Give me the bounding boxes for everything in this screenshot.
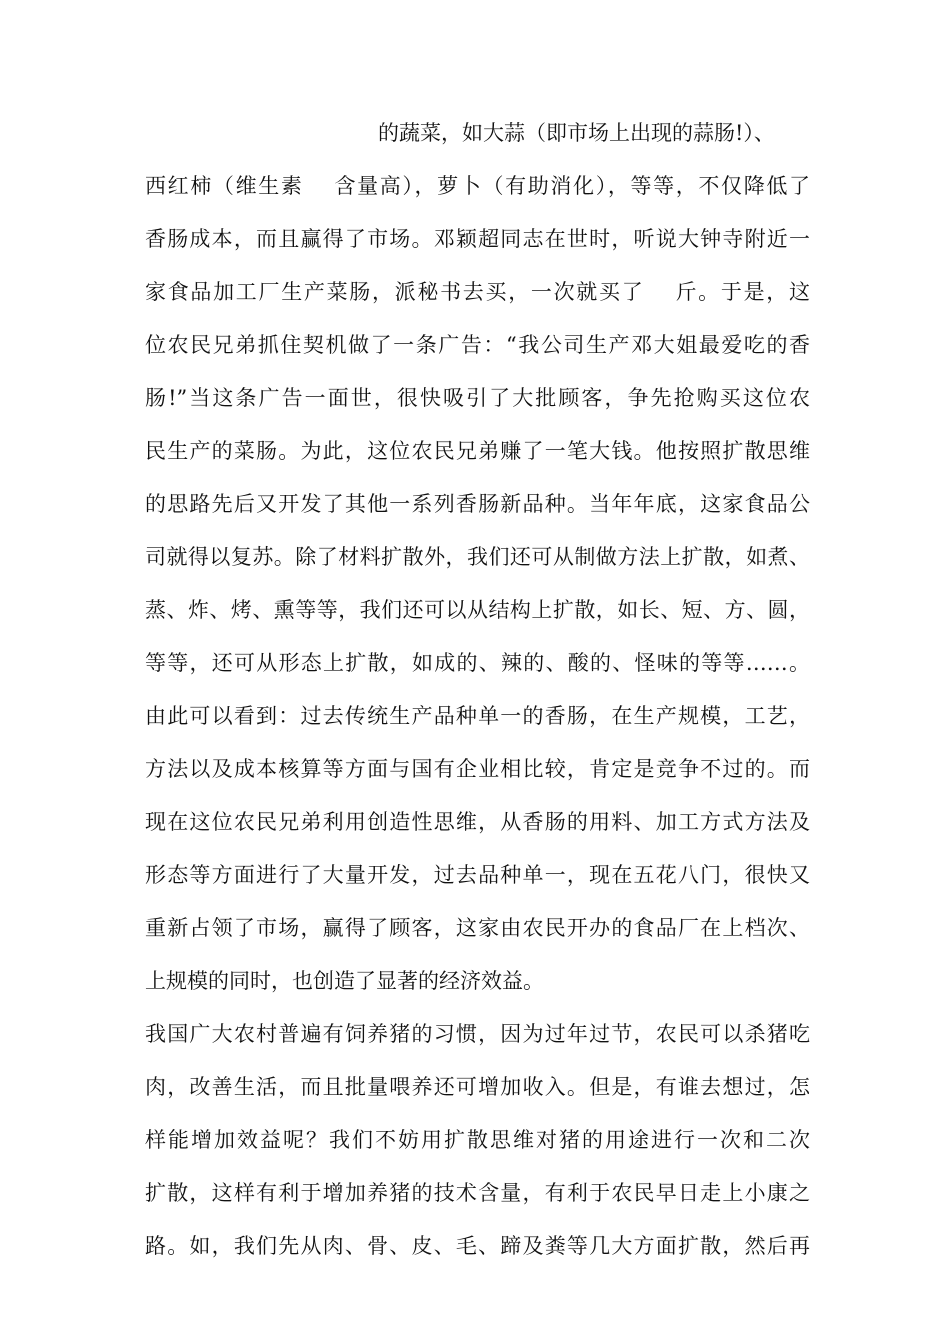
text-line: 的思路先后又开发了其他一系列香肠新品种。当年年底，这家食品公 (145, 492, 810, 516)
text-line: 的蔬菜，如大蒜（即市场上出现的蒜肠!）、 (378, 121, 775, 145)
text-line: 等等，还可从形态上扩散，如成的、辣的、酸的、怪味的等等……。 (145, 651, 810, 675)
text-line: 位农民兄弟抓住契机做了一条广告：“我公司生产邓大姐最爱吃的香 (145, 333, 810, 357)
text-line: 肉，改善生活，而且批量喂养还可增加收入。但是，有谁去想过，怎 (145, 1075, 810, 1099)
text-line: 上规模的同时，也创造了显著的经济效益。 (145, 969, 544, 993)
text-line: 司就得以复苏。除了材料扩散外，我们还可从制做方法上扩散，如煮、 (145, 545, 810, 569)
text-line: 扩散，这样有利于增加养猪的技术含量，有利于农民早日走上小康之 (145, 1181, 810, 1205)
text-line: 方法以及成本核算等方面与国有企业相比较，肯定是竞争不过的。而 (145, 757, 810, 781)
text-line: 重新占领了市场，赢得了顾客，这家由农民开办的食品厂在上档次、 (145, 916, 810, 940)
text-line: 香肠成本，而且赢得了市场。邓颖超同志在世时，听说大钟寺附近一 (145, 227, 810, 251)
text-line: 由此可以看到：过去传统生产品种单一的香肠，在生产规模，工艺， (145, 704, 810, 728)
text-line: 现在这位农民兄弟利用创造性思维，从香肠的用料、加工方式方法及 (145, 810, 810, 834)
text-line: 民生产的菜肠。为此，这位农民兄弟赚了一笔大钱。他按照扩散思维 (145, 439, 810, 463)
text-line: 路。如，我们先从肉、骨、皮、毛、蹄及粪等几大方面扩散，然后再 (145, 1234, 810, 1258)
text-line: 肠!”当这条广告一面世，很快吸引了大批顾客，争先抢购买这位农 (145, 386, 810, 410)
text-line: 形态等方面进行了大量开发，过去品种单一，现在五花八门，很快又 (145, 863, 810, 887)
text-line: 我国广大农村普遍有饲养猪的习惯，因为过年过节，农民可以杀猪吃 (145, 1022, 810, 1046)
text-line: 蒸、炸、烤、熏等等，我们还可以从结构上扩散，如长、短、方、圆， (145, 598, 810, 622)
text-line: 样能增加效益呢？我们不妨用扩散思维对猪的用途进行一次和二次 (145, 1128, 810, 1152)
text-line: 家食品加工厂生产菜肠，派秘书去买，一次就买了 斤。于是，这 (145, 280, 810, 304)
text-line: 西红柿（维生素 含量高），萝卜（有助消化），等等，不仅降低了 (145, 174, 810, 198)
